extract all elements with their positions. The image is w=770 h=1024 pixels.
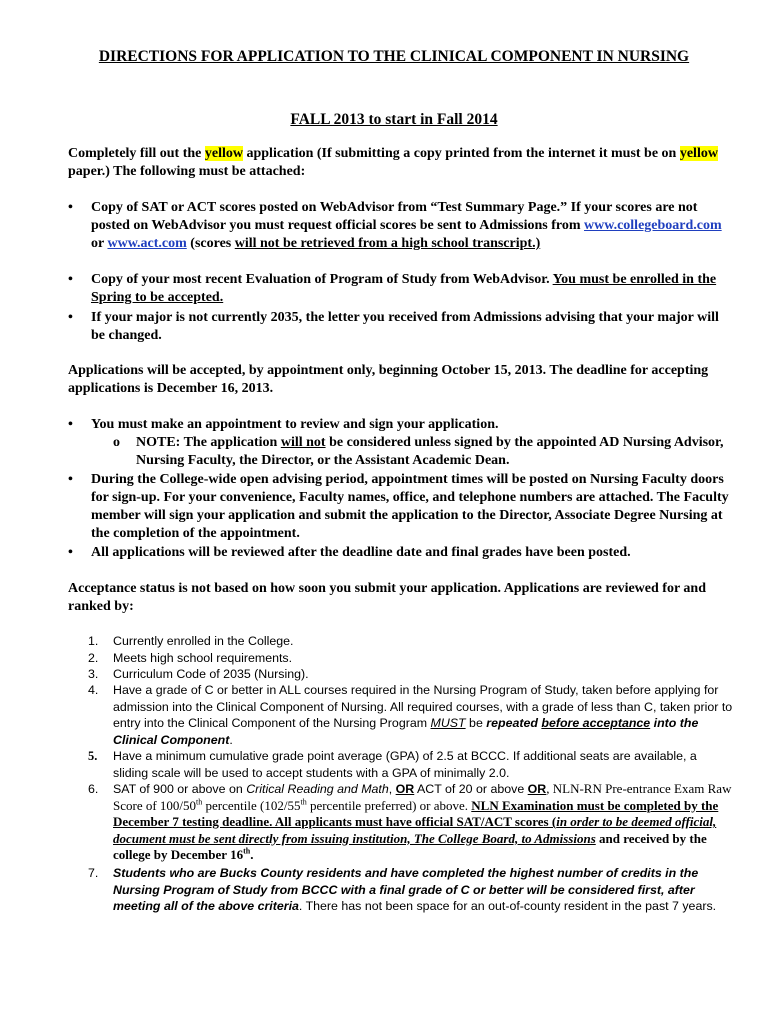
list-number: 3. (88, 667, 99, 681)
document-title: DIRECTIONS FOR APPLICATION TO THE CLINICAL COMPONENT IN NURSING (98, 48, 690, 65)
superscript: th (243, 847, 251, 857)
superscript: th (300, 797, 307, 807)
criteria-emphasis: Critical Reading and Math (246, 782, 389, 796)
note-text: NOTE: The application (136, 435, 281, 450)
criteria-text: , NLN-RN Pre-entrance Exam Raw Score of 100/50 (113, 781, 732, 813)
criteria-text: Have a minimum cumulative grade point average (GPA) of 2.5 at BCCC. If additional seats are available, a sliding scale will be used to accept students with a GPA of minimally 2.0. (113, 749, 697, 780)
criteria-item-1 (88, 633, 734, 650)
appointment-item-advising (68, 471, 732, 543)
criteria-text: percentile preferred) or above. (306, 797, 472, 813)
attachment-item-evaluation (68, 271, 732, 307)
attachment-underlined-text: You must be enrolled in the Spring to be accepted. (91, 272, 717, 305)
intro-text: paper.) The following must be attached: (68, 164, 306, 179)
bullet-icon: • (68, 545, 73, 560)
attachment-text: Copy of SAT or ACT scores posted on WebAdvisor from “Test Summary Page.” If your scores are not posted on WebAdvisor you must request official scores be sent to Admissions from (91, 200, 698, 233)
attachment-item-major-letter (68, 309, 732, 345)
appointment-note (113, 434, 733, 470)
note-text: be considered unless signed by the appointed AD Nursing Advisor, Nursing Faculty, the Director, or the Assistant Academic Dean. (136, 435, 724, 468)
criteria-emphasis: repeated (486, 716, 542, 731)
attachment-item-scores (68, 199, 732, 253)
dates-paragraph: Applications will be accepted, by appointment only, beginning October 15, 2013. The deadline for accepting applications is December 16, 2013. (68, 363, 709, 396)
criteria-text: . There has not been space for an out-of-county resident in the past 7 years. (298, 899, 717, 914)
bullet-icon: • (68, 272, 73, 287)
superscript: th (196, 797, 203, 807)
note-underlined-text: will not (280, 435, 326, 450)
criteria-emphasis: OR (527, 782, 547, 796)
criteria-emphasis: MUST (430, 716, 466, 731)
criteria-text: Currently enrolled in the College. (113, 634, 294, 648)
bullet-icon: • (68, 200, 73, 215)
criteria-emphasis: in order to be deemed official, document must be sent directly from issuing institution, The College Board, to Admissions (113, 814, 717, 846)
appointment-item-review (68, 544, 732, 562)
highlight-yellow-2: yellow (679, 146, 718, 161)
criteria-emphasis: into the Clinical Component (113, 716, 699, 747)
criteria-item-5 (88, 748, 734, 781)
attachment-text: If your major is not currently 2035, the letter you received from Admissions advising that your major will be changed. (91, 310, 719, 343)
criteria-emphasis: before acceptance (541, 716, 651, 731)
bullet-icon: • (68, 472, 73, 487)
acceptance-paragraph: Acceptance status is not based on how soon you submit your application. Applications are reviewed for and ranked by: (68, 581, 706, 614)
criteria-item-7 (88, 865, 734, 915)
criteria-text: Meets high school requirements. (113, 651, 293, 665)
appointment-text: You must make an appointment to review and sign your application. (91, 417, 499, 432)
criteria-emphasis: . (250, 847, 254, 863)
attachment-text: or (91, 236, 108, 251)
criteria-emphasis: OR (395, 782, 415, 796)
criteria-text: Curriculum Code of 2035 (Nursing). (113, 667, 309, 681)
criteria-text: SAT of 900 or above on (113, 782, 247, 796)
list-number: 4. (88, 683, 99, 697)
appointment-text: During the College-wide open advising period, appointment times will be posted on Nursing Faculty doors for sign-up. For your convenience, Faculty names, office, and telephone numbers are attached. The Faculty member will sign your application and submit the application to the Director, Associate Degree Nursing at the completion of the appointment. (91, 472, 729, 541)
criteria-emphasis: Students who are Bucks County residents and have completed the highest number of credits in the Nursing Program of Study from BCCC with a final grade of C or better will be considered first, after meeting all of the above criteria (113, 866, 699, 914)
criteria-emphasis: and received by the college by December 16 (113, 830, 707, 863)
criteria-item-6 (88, 781, 734, 864)
criteria-item-4 (88, 682, 734, 748)
criteria-text: Have a grade of C or better in ALL courses required in the Nursing Program of Study, taken before applying for admission into the Clinical Component of Nursing. All required courses, with a grade of less than C, taken prior to entry into the Clinical Component of the Nursing Program (113, 683, 733, 731)
criteria-item-3 (88, 666, 734, 683)
collegeboard-link[interactable]: www.collegeboard.com (584, 218, 722, 233)
document-subtitle: FALL 2013 to start in Fall 2014 (290, 111, 498, 128)
bullet-icon: • (68, 310, 73, 325)
act-link[interactable]: www.act.com (107, 236, 187, 251)
list-number: 5. (88, 749, 98, 763)
intro-paragraph (68, 145, 732, 181)
criteria-item-2 (88, 650, 734, 667)
attachment-underlined-text: will not be retrieved from a high school transcript.) (234, 236, 541, 251)
bullet-icon: • (68, 417, 73, 432)
criteria-text: . (229, 732, 233, 747)
criteria-text: be (465, 716, 487, 731)
criteria-text: ACT of 20 or above (414, 782, 528, 796)
attachment-text: (scores (186, 236, 235, 251)
circle-bullet-icon: o (113, 435, 120, 450)
criteria-text: percentile (102/55 (202, 797, 301, 813)
highlight-yellow-1: yellow (204, 146, 243, 161)
appointment-item-make (68, 416, 732, 434)
appointment-text: All applications will be reviewed after the deadline date and final grades have been posted. (91, 545, 631, 560)
list-number: 2. (88, 651, 99, 665)
attachment-text: Copy of your most recent Evaluation of Program of Study from WebAdvisor. (91, 272, 553, 287)
criteria-text: , (388, 782, 396, 796)
list-number: 6. (88, 782, 99, 796)
intro-text: application (If submitting a copy printed from the internet it must be on (242, 146, 680, 161)
list-number: 7. (88, 866, 99, 880)
list-number: 1. (88, 634, 99, 648)
criteria-emphasis: NLN Examination must be completed by the December 7 testing deadline. All applicants must have official SAT/ACT scores ( (113, 797, 719, 830)
intro-text: Completely fill out the (68, 146, 205, 161)
